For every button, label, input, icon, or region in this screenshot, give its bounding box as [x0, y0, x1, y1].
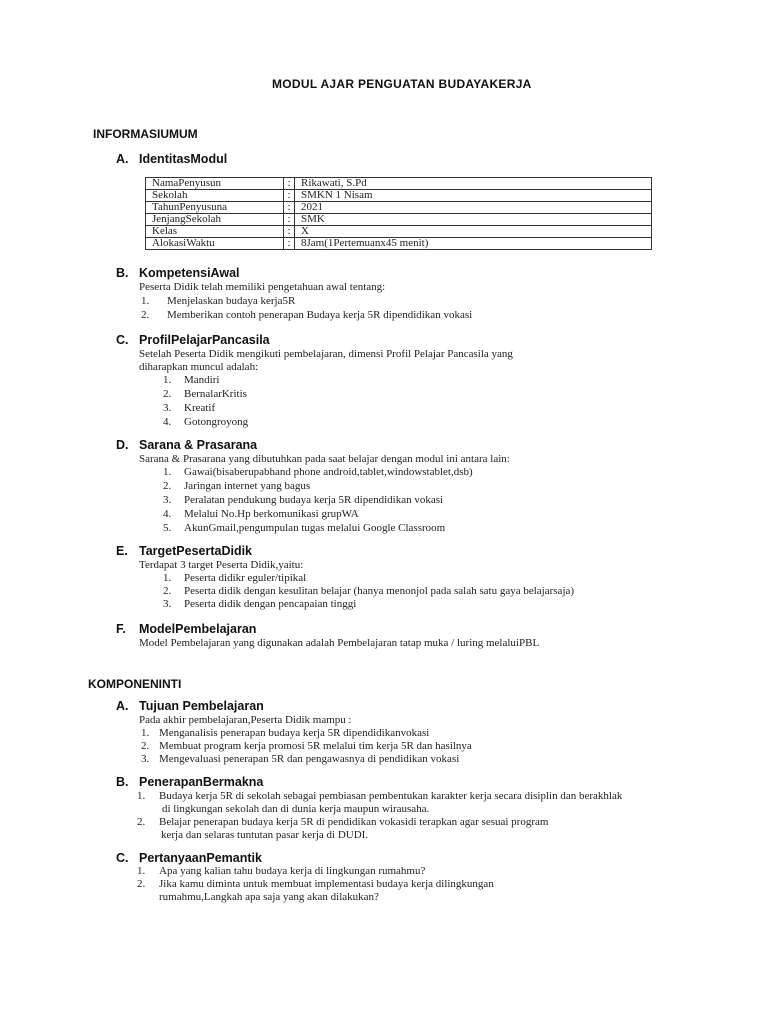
table-value: 8Jam(1Pertemuanx45 menit) — [295, 238, 652, 250]
list-text: Peserta didikr eguler/tipikal — [184, 572, 307, 584]
subsection-title: Tujuan Pembelajaran — [139, 699, 264, 713]
subsection-letter: D. — [116, 438, 129, 452]
paragraph: Terdapat 3 target Peserta Didik,yaitu: — [139, 559, 304, 571]
subsection-pertanyaan-pemantik — [116, 851, 262, 865]
page-title: MODUL AJAR PENGUATAN BUDAYAKERJA — [272, 77, 532, 91]
list-number: 1. — [163, 466, 172, 478]
table-sep: : — [284, 190, 295, 202]
list-item — [137, 790, 623, 815]
subsection-title: ProfilPelajarPancasila — [139, 333, 270, 347]
list-text: Jika kamu diminta untuk membuat implementasi budaya kerja dilingkungan — [159, 878, 494, 890]
list-number: 1. — [137, 790, 146, 802]
subsection-tujuan-pembelajaran — [116, 699, 264, 713]
subsection-letter: C. — [116, 851, 129, 865]
list-text: Jaringan internet yang bagus — [184, 480, 311, 492]
list-number: 1. — [141, 295, 150, 307]
list-number: 3. — [163, 598, 172, 610]
list-item — [163, 416, 249, 428]
subsection-model-pembelajaran — [116, 622, 256, 636]
paragraph: Model Pembelajaran yang digunakan adalah Pembelajaran tatap muka / luring melaluiPBL — [139, 637, 540, 649]
list-text: Memberikan contoh penerapan Budaya kerja 5R dipendidikan vokasi — [167, 309, 473, 321]
list-text: BernalarKritis — [184, 388, 247, 400]
list-item — [141, 740, 472, 752]
list-number: 1. — [163, 572, 172, 584]
list-text: Peserta didik dengan pencapaian tinggi — [184, 598, 357, 610]
subsection-title: PenerapanBermakna — [139, 775, 264, 789]
paragraph: Pada akhir pembelajaran,Peserta Didik mampu : — [139, 714, 352, 726]
table-value: SMK — [295, 214, 652, 226]
list-text: Peralatan pendukung budaya kerja 5R dipendidikan vokasi — [184, 494, 444, 506]
list-item — [137, 865, 426, 877]
table-value: Rikawati, S.Pd — [295, 178, 652, 190]
table-key: Kelas — [146, 226, 284, 238]
list-text: Mandiri — [184, 374, 220, 386]
subsection-title: TargetPesertaDidik — [139, 544, 253, 558]
list-number: 2. — [141, 740, 150, 752]
list-number: 2. — [163, 388, 172, 400]
subsection-title: IdentitasModul — [139, 152, 228, 166]
subsection-target-peserta-didik — [116, 544, 252, 558]
subsection-letter: B. — [116, 775, 129, 789]
list-item — [163, 522, 446, 534]
list-number: 2. — [141, 309, 150, 321]
table-sep: : — [284, 226, 295, 238]
list-item — [163, 466, 473, 478]
subsection-letter: B. — [116, 266, 129, 280]
subsection-letter: A. — [116, 152, 129, 166]
list-item — [163, 480, 311, 492]
list-text: Apa yang kalian tahu budaya kerja di lingkungan rumahmu? — [159, 865, 426, 877]
list-text: Kreatif — [184, 402, 216, 414]
list-number: 2. — [137, 816, 146, 828]
table-key: NamaPenyusun — [146, 178, 284, 190]
list-item — [141, 753, 460, 765]
table-key: JenjangSekolah — [146, 214, 284, 226]
table-value: X — [295, 226, 652, 238]
list-text: Gotongroyong — [184, 416, 249, 428]
paragraph: diharapkan muncul adalah: — [139, 361, 259, 373]
table-row — [146, 214, 652, 226]
list-text: Membuat program kerja promosi 5R melalui tim kerja 5R dan hasilnya — [159, 740, 472, 752]
list-text: Menganalisis penerapan budaya kerja 5R dipendidikanvokasi — [159, 727, 430, 739]
subsection-identitas-modul — [116, 152, 227, 166]
subsection-title: ModelPembelajaran — [139, 622, 257, 636]
subsection-penerapan-bermakna — [116, 775, 263, 789]
list-text: Peserta didik dengan kesulitan belajar (hanya menonjol pada salah satu gaya belajarsaja) — [184, 585, 575, 597]
table-sep: : — [284, 202, 295, 214]
paragraph: Peserta Didik telah memiliki pengetahuan awal tentang: — [139, 281, 386, 293]
list-item — [163, 598, 357, 610]
subsection-letter: E. — [116, 544, 128, 558]
subsection-profil-pelajar — [116, 333, 270, 347]
list-text: AkunGmail,pengumpulan tugas melalui Google Classroom — [184, 522, 446, 534]
list-item — [141, 727, 430, 739]
list-number: 3. — [163, 402, 172, 414]
list-item — [163, 572, 307, 584]
subsection-title: PertanyaanPemantik — [139, 851, 262, 865]
list-number: 2. — [137, 878, 146, 890]
subsection-letter: F. — [116, 622, 126, 636]
list-number: 1. — [137, 865, 146, 877]
list-item — [163, 388, 247, 400]
table-value: 2021 — [295, 202, 652, 214]
list-text: Melalui No.Hp berkomunikasi grupWA — [184, 508, 359, 520]
table-row — [146, 226, 652, 238]
subsection-sarana-prasarana — [116, 438, 257, 452]
list-number: 4. — [163, 508, 172, 520]
table-key: Sekolah — [146, 190, 284, 202]
table-row — [146, 238, 652, 250]
subsection-title: Sarana & Prasarana — [139, 438, 258, 452]
table-sep: : — [284, 238, 295, 250]
list-item — [163, 494, 444, 506]
list-number: 2. — [163, 480, 172, 492]
list-text-continued: rumahmu,Langkah apa saja yang akan dilakukan? — [159, 891, 379, 903]
table-key: AlokasiWaktu — [146, 238, 284, 250]
identitas-table — [145, 177, 652, 250]
paragraph: Sarana & Prasarana yang dibutuhkan pada saat belajar dengan modul ini antara lain: — [139, 453, 510, 465]
list-text: Budaya kerja 5R di sekolah sebagai pembiasan pembentukan karakter kerja secara disiplin dan berakhlak — [159, 790, 623, 802]
list-text: Gawai(bisaberupabhand phone android,tablet,windowstablet,dsb) — [184, 466, 473, 478]
subsection-kompetensi-awal — [116, 266, 240, 280]
table-sep: : — [284, 214, 295, 226]
table-row — [146, 190, 652, 202]
table-value: SMKN 1 Nisam — [295, 190, 652, 202]
subsection-title: KompetensiAwal — [139, 266, 240, 280]
list-item — [163, 374, 220, 386]
list-text-continued: kerja dan selaras tuntutan pasar kerja di DUDI. — [161, 829, 369, 841]
list-item — [163, 585, 575, 597]
list-item — [137, 878, 494, 903]
list-item — [137, 816, 549, 841]
table-key: TahunPenyusuna — [146, 202, 284, 214]
list-text: Menjelaskan budaya kerja5R — [167, 295, 296, 307]
paragraph: Setelah Peserta Didik mengikuti pembelajaran, dimensi Profil Pelajar Pancasila yang — [139, 348, 513, 360]
list-number: 5. — [163, 522, 172, 534]
section-heading-komponen-inti: KOMPONENINTI — [88, 677, 182, 691]
table-row — [146, 178, 652, 190]
list-text-continued: di lingkungan sekolah dan di dunia kerja maupun wirausaha. — [162, 803, 430, 815]
list-number: 3. — [163, 494, 172, 506]
table-sep: : — [284, 178, 295, 190]
list-item — [163, 402, 216, 414]
list-number: 2. — [163, 585, 172, 597]
list-item — [163, 508, 359, 520]
list-text: Mengevaluasi penerapan 5R dan pengawasnya di pendidikan vokasi — [159, 753, 460, 765]
subsection-letter: A. — [116, 699, 129, 713]
list-number: 1. — [141, 727, 150, 739]
list-number: 4. — [163, 416, 172, 428]
subsection-letter: C. — [116, 333, 129, 347]
list-item — [141, 309, 473, 321]
list-number: 3. — [141, 753, 150, 765]
list-number: 1. — [163, 374, 172, 386]
list-text: Belajar penerapan budaya kerja 5R di pendidikan vokasidi terapkan agar sesuai program — [159, 816, 549, 828]
list-item — [141, 295, 296, 307]
section-heading-informasi-umum: INFORMASIUMUM — [93, 127, 198, 141]
table-row — [146, 202, 652, 214]
